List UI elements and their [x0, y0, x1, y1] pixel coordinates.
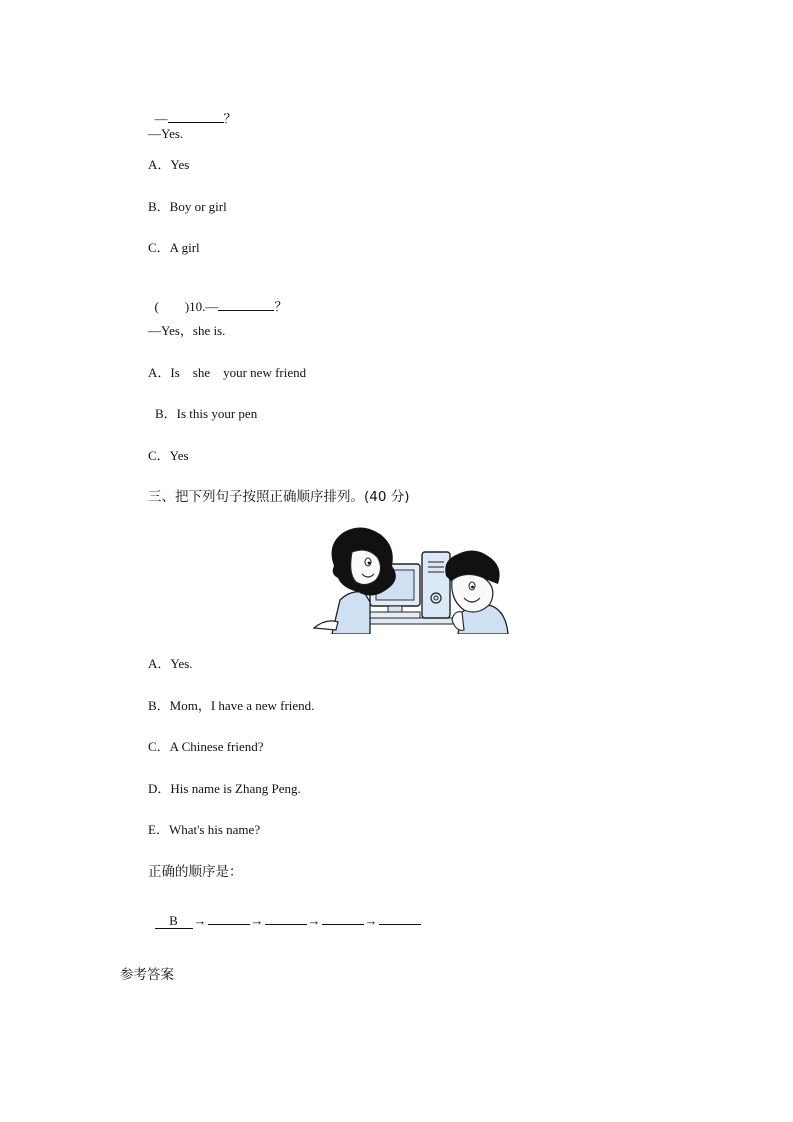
- arrow-icon: →: [364, 913, 378, 928]
- sentence-e: E．What's his name?: [148, 822, 261, 837]
- order-label: 正确的顺序是：: [148, 864, 243, 880]
- illustration-mom-and-boy-at-computer: [312, 526, 518, 634]
- q9-question-mark: ？: [223, 111, 237, 126]
- q9-answer-blank[interactable]: [168, 110, 224, 123]
- order-answer-row: [148, 897, 421, 929]
- q9-dash: —: [154, 111, 168, 126]
- cartoon-figure-icon: [312, 526, 518, 634]
- order-blank-1[interactable]: B: [155, 914, 193, 929]
- q9-answer: —Yes.: [148, 126, 184, 141]
- q9-option-b: B．Boy or girl: [148, 199, 227, 214]
- order-blank-3[interactable]: [265, 924, 307, 925]
- section3-heading: 三、把下列句子按照正确顺序排列。(40 分): [148, 489, 410, 505]
- q9-option-c: C．A girl: [148, 240, 200, 255]
- q9-option-a: A．Yes: [148, 157, 190, 172]
- sentence-c: C．A Chinese friend?: [148, 739, 264, 754]
- q10-option-b: B．Is this your pen: [155, 406, 258, 421]
- arrow-icon: →: [307, 913, 321, 928]
- sentence-b: B．Mom，I have a new friend.: [148, 698, 315, 713]
- order-blank-4[interactable]: [322, 924, 364, 925]
- arrow-icon: →: [193, 913, 207, 928]
- sentence-a: A．Yes.: [148, 656, 193, 671]
- reference-answers-title: 参考答案: [120, 967, 174, 983]
- arrow-icon: →: [250, 913, 264, 928]
- sentence-d: D．His name is Zhang Peng.: [148, 781, 301, 796]
- q10-question-mark: ？: [274, 299, 288, 314]
- q10-option-c: C．Yes: [148, 448, 189, 463]
- q10-prefix: ( )10.—: [154, 299, 219, 314]
- q10-question: [148, 282, 287, 315]
- order-blank-2[interactable]: [208, 924, 250, 925]
- q10-answer-blank[interactable]: [218, 298, 274, 311]
- q10-answer: —Yes，she is.: [148, 323, 226, 338]
- q9-question: [148, 94, 237, 127]
- order-blank-5[interactable]: [379, 924, 421, 925]
- q10-option-a: A．Is she your new friend: [148, 365, 307, 380]
